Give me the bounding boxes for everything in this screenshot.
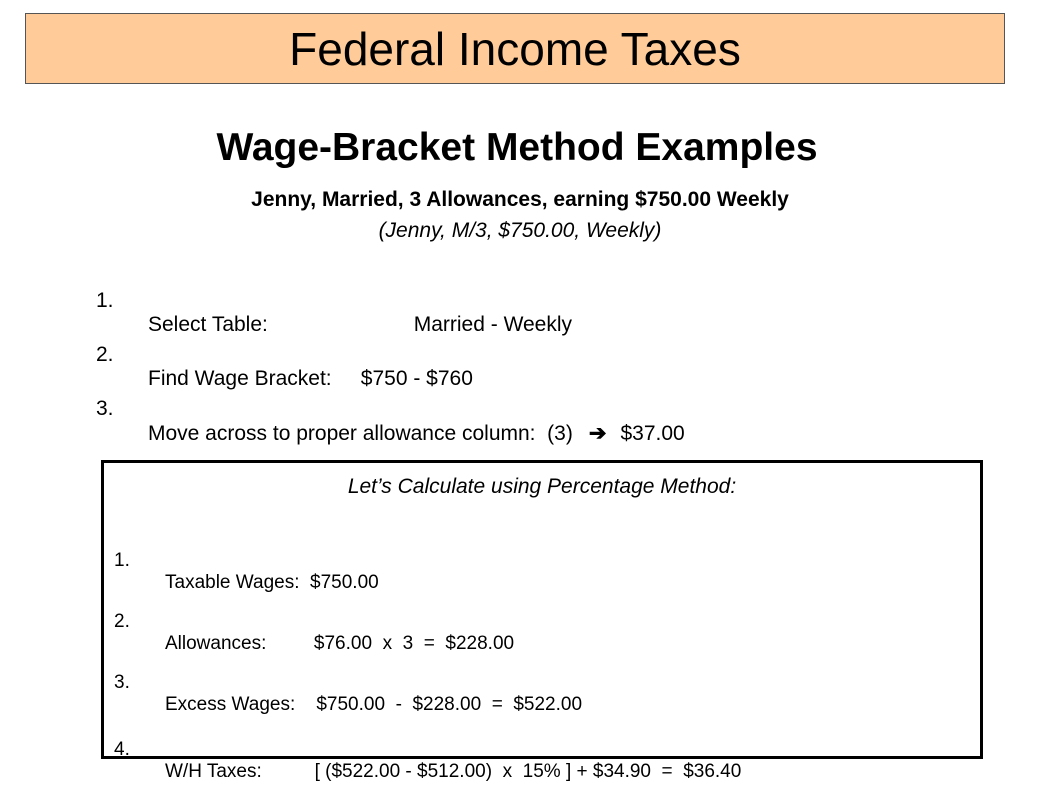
step-result: $37.00	[620, 422, 685, 445]
step-text-with-result	[148, 421, 685, 446]
calculation-number: 2.	[114, 611, 130, 632]
section-heading: Wage-Bracket Method Examples	[216, 126, 818, 169]
step-number: 2.	[96, 343, 114, 366]
step-number: 1.	[96, 289, 114, 312]
example-shorthand: (Jenny, M/3, $750.00, Weekly)	[378, 219, 662, 242]
percentage-method-box	[101, 460, 983, 782]
calculation-text: Allowances: $76.00 x 3 = $228.00	[165, 633, 515, 654]
calculation-text: Excess Wages: $750.00 - $228.00 = $522.00	[165, 694, 583, 715]
right-arrow-icon: ➔	[588, 422, 607, 445]
calculation-row	[114, 717, 742, 805]
calculation-text: Taxable Wages: $750.00	[165, 572, 379, 593]
step-number: 3.	[96, 397, 114, 420]
step-text: Move across to proper allowance column: (3)	[148, 422, 573, 445]
calculation-heading: Let’s Calculate using Percentage Method:	[347, 475, 737, 498]
title-banner	[25, 13, 1005, 84]
page-title: Federal Income Taxes	[289, 22, 741, 75]
calculation-number: 1.	[114, 550, 130, 571]
step-text: Select Table: Married - Weekly	[148, 313, 573, 336]
step-text: Find Wage Bracket: $750 - $760	[148, 367, 473, 390]
calculation-number: 4.	[114, 739, 130, 760]
calculation-number: 3.	[114, 672, 130, 693]
example-description: Jenny, Married, 3 Allowances, earning $750.00 Weekly	[251, 188, 789, 211]
calculation-text: W/H Taxes: [ ($522.00 - $512.00) x 15% ] + $34.90 = $36.40	[165, 761, 742, 782]
